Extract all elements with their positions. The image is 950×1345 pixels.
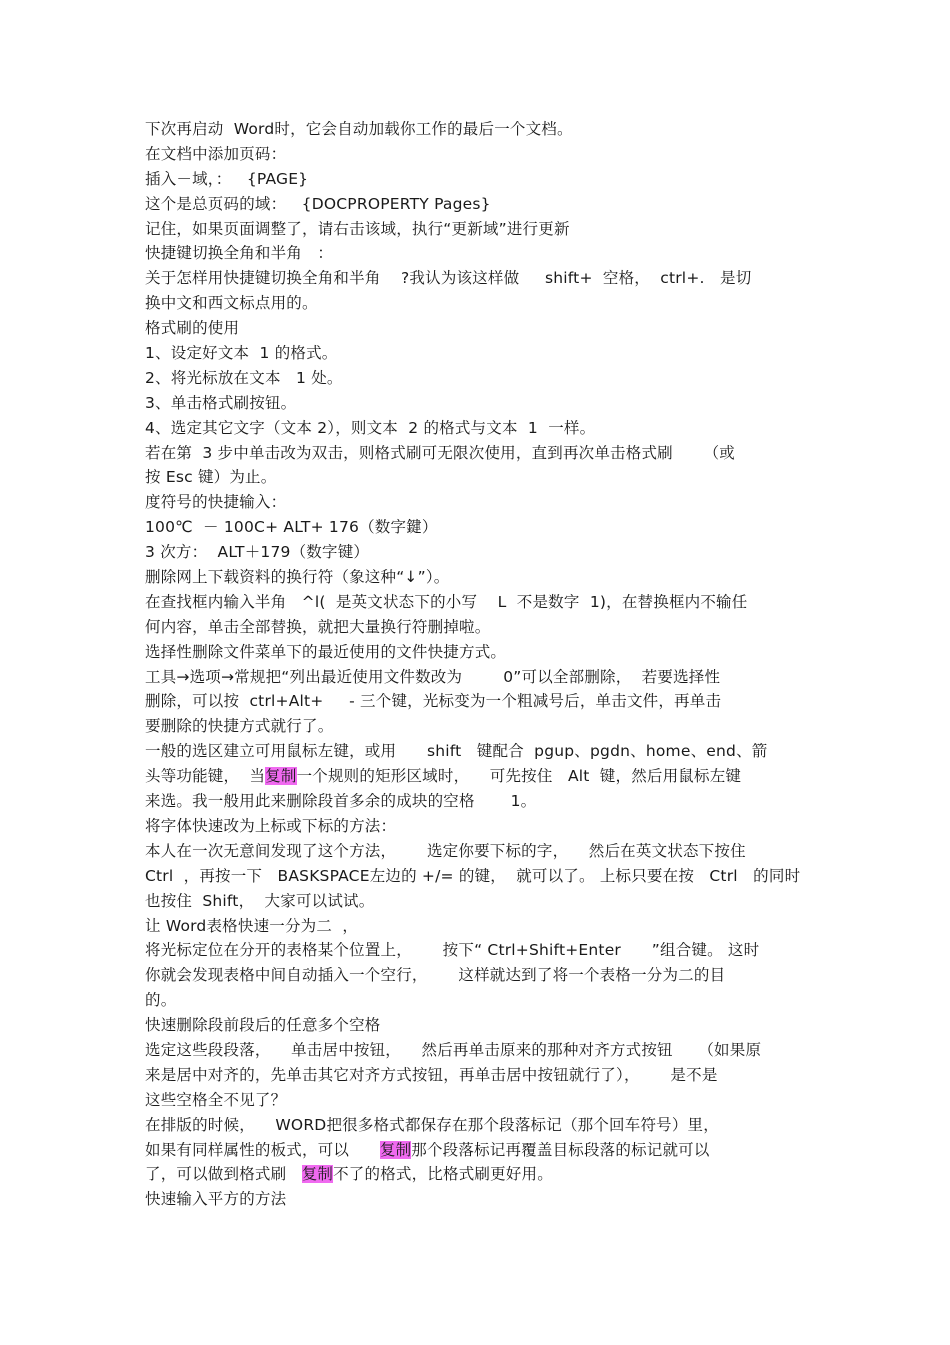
section-heading: 快速删除段前段后的任意多个空格: [145, 1016, 381, 1035]
text-run: 不了的格式，比格式刷更好用。: [333, 1165, 553, 1184]
text-run: 一个规则的矩形区域时， 可先按住 Alt 键，然后用鼠标左键: [296, 767, 742, 786]
text-line: 何内容，单击全部替换，就把大量换行符删掉啦。: [145, 617, 491, 636]
text-line: 在查找框内输入半角 ^l( 是英文状态下的小写 L 不是数字 1)，在替换框内不输任: [145, 592, 748, 611]
text-line: 一般的选区建立可用鼠标左键，或用 shift 键配合 pgup、pgdn、home、end、箭: [145, 742, 768, 761]
text-line: 这些空格全不见了？: [145, 1090, 287, 1109]
text-line: 100℃ － 100C+ ALT+ 176（数字鍵）: [145, 518, 438, 537]
text-line: 在排版的时候， WORD把很多格式都保存在那个段落标记（那个回车符号）里，: [145, 1115, 719, 1134]
section-heading: 快速输入平方的方法: [145, 1190, 287, 1209]
section-heading: 将字体快速改为上标或下标的方法：: [145, 816, 397, 835]
list-item: 2、将光标放在文本 1 处。: [145, 368, 343, 387]
list-item: 1、设定好文本 1 的格式。: [145, 344, 338, 363]
text-run: 头等功能键， 当: [145, 767, 266, 786]
text-line: 3 次方： ALT＋179（数字键）: [145, 543, 370, 562]
section-heading: 让 Word表格快速一分为二 ，: [145, 916, 359, 935]
text-line: 本人在一次无意间发现了这个方法， 选定你要下标的字， 然后在英文状态下按住: [145, 841, 746, 860]
text-line: 你就会发现表格中间自动插入一个空行， 这样就达到了将一个表格一分为二的目: [145, 966, 726, 985]
text-line: 记住，如果页面调整了，请右击该域，执行“更新域”进行更新: [145, 219, 570, 238]
text-line: 将光标定位在分开的表格某个位置上， 按下“ Ctrl+Shift+Enter ”组合键。 这时: [145, 941, 760, 960]
list-item: 3、单击格式刷按钮。: [145, 393, 297, 412]
list-item: 4、选定其它文字（文本 2），则文本 2 的格式与文本 1 一样。: [145, 418, 596, 437]
text-line: [145, 1138, 810, 1163]
text-run: 了，可以做到格式刷: [145, 1165, 302, 1184]
text-line: 来选。我一般用此来删除段首多余的成块的空格 1。: [145, 792, 537, 811]
section-heading: 删除网上下载资料的换行符（象这种“↓”）。: [145, 568, 450, 587]
text-line: 选定这些段段落， 单击居中按钮， 然后再单击原来的那种对齐方式按钮 （如果原: [145, 1040, 762, 1059]
section-heading: 选择性删除文件菜单下的最近使用的文件快捷方式。: [145, 642, 507, 661]
text-line: 插入－域，： {PAGE}: [145, 169, 309, 188]
text-line: 这个是总页码的域： {DOCPROPERTY Pages}: [145, 194, 491, 213]
text-line: [145, 764, 810, 789]
section-heading: 格式刷的使用: [145, 319, 240, 338]
text-line: Ctrl ，再按一下 BASKSPACE左边的 +/= 的键， 就可以了。 上标只要在按 Ctrl 的同时: [145, 866, 801, 885]
text-line: 工具→选项→常规把“列出最近使用文件数改为 0”可以全部删除， 若要选择性: [145, 667, 721, 686]
text-line: [145, 1162, 810, 1187]
text-line: 按 Esc 键）为止。: [145, 468, 277, 487]
section-heading: 度符号的快捷输入：: [145, 493, 287, 512]
section-heading: 快捷键切换全角和半角 ：: [145, 244, 334, 263]
text-line: 删除，可以按 ctrl+Alt+ - 三个键，光标变为一个粗减号后，单击文件，再单击: [145, 692, 722, 711]
document-body: [145, 117, 810, 1212]
text-line: 下次再启动 Word时，它会自动加载你工作的最后一个文档。: [145, 120, 573, 138]
text-line: 在文档中添加页码：: [145, 144, 287, 163]
text-line: 也按住 Shift， 大家可以试试。: [145, 891, 375, 910]
text-line: 换中文和西文标点用的。: [145, 294, 318, 313]
text-run: 那个段落标记再覆盖目标段落的标记就可以: [411, 1140, 710, 1159]
text-run: 如果有同样属性的板式，可以: [145, 1140, 380, 1159]
text-line: 要删除的快捷方式就行了。: [145, 717, 334, 736]
text-line: 来是居中对齐的，先单击其它对齐方式按钮，再单击居中按钮就行了）， 是不是: [145, 1065, 718, 1084]
highlighted-text: 复制: [301, 1165, 334, 1184]
highlighted-text: 复制: [265, 767, 297, 786]
highlighted-text: 复制: [379, 1140, 412, 1159]
text-line: 若在第 3 步中单击改为双击，则格式刷可无限次使用，直到再次单击格式刷 （或: [145, 443, 736, 462]
text-line: 的。: [145, 991, 177, 1010]
text-line: 关于怎样用快捷键切换全角和半角 ?我认为该这样做 shift+ 空格， ctrl+. 是切: [145, 269, 752, 288]
